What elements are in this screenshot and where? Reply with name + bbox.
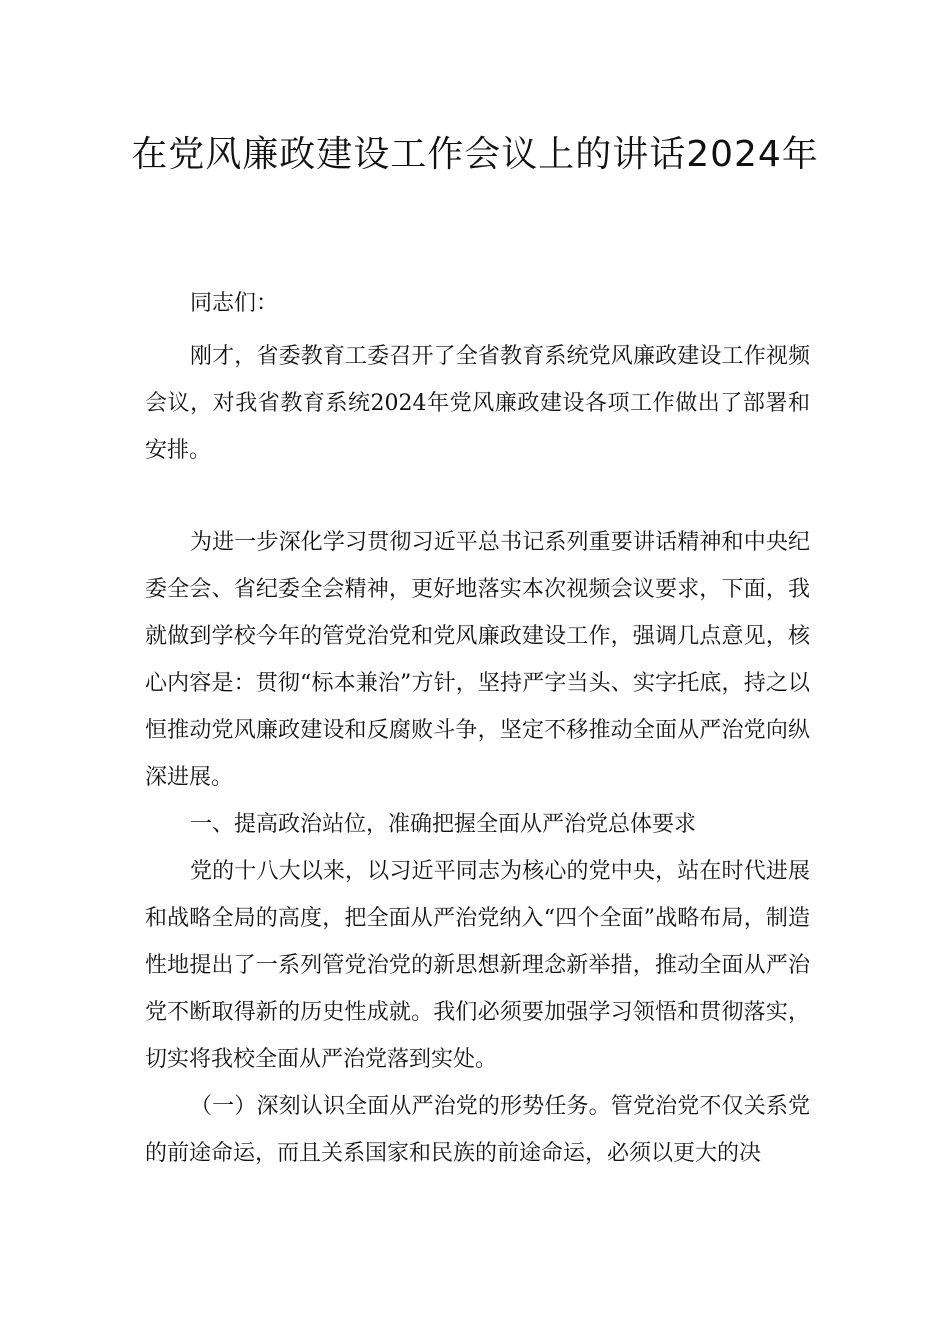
subsection-paragraph: （一）深刻认识全面从严治党的形势任务。管党治党不仅关系党的前途命运，而且关系国家和民族的前途命运，必须以更大的决 xyxy=(145,1094,810,1166)
document-body xyxy=(145,280,810,1177)
section-heading: 一、提高政治站位，准确把握全面从严治党总体要求 xyxy=(190,812,697,837)
document-title: 在党风廉政建设工作会议上的讲话2024年 xyxy=(131,134,819,175)
greeting-paragraph: 同志们： xyxy=(190,291,279,316)
body-paragraph: 党的十八大以来，以习近平同志为核心的党中央，站在时代进展和战略全局的高度，把全面从严治党纳入“四个全面”战略布局，制造性地提出了一系列管党治党的新思想新理念新举措，推动全面从严治党不断取得新的历史性成就。我们必须要加强学习领悟和贯彻落实，切实将我校全面从严治党落到实处。 xyxy=(145,859,810,1072)
body-paragraph: 为进一步深化学习贯彻习近平总书记系列重要讲话精神和中央纪委全会、省纪委全会精神，更好地落实本次视频会议要求，下面，我就做到学校今年的管党治党和党风廉政建设工作，强调几点意见，核心内容是：贯彻“标本兼治”方针，坚持严字当头、实字托底，持之以恒推动党风廉政建设和反腐败斗争，坚定不移推动全面从严治党向纵深进展。 xyxy=(145,530,810,790)
intro-paragraph: 刚才，省委教育工委召开了全省教育系统党风廉政建设工作视频会议，对我省教育系统2024年党风廉政建设各项工作做出了部署和安排。 xyxy=(145,344,810,463)
